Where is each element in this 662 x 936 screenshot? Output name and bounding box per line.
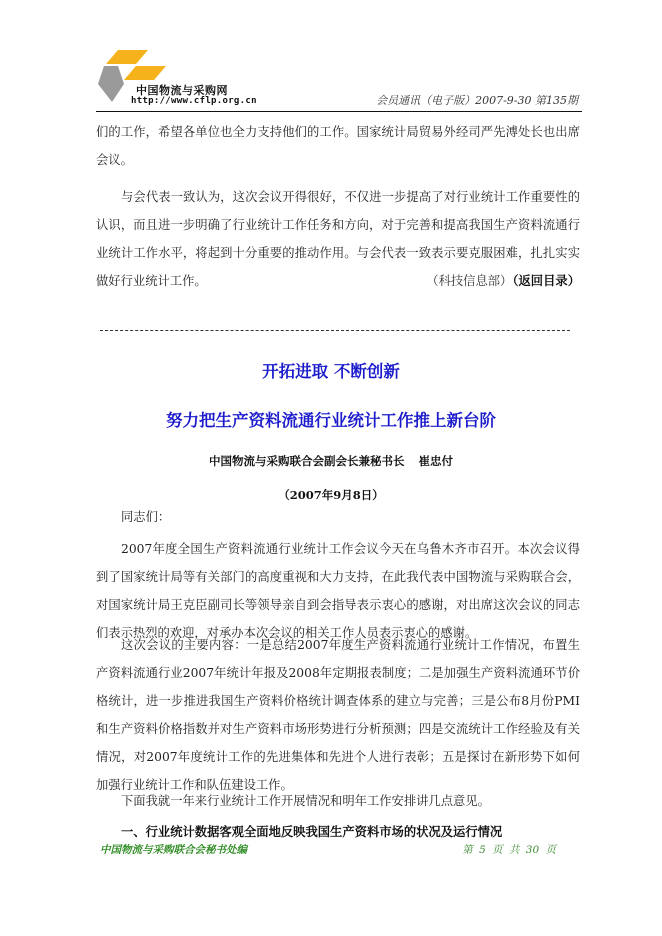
article-divider bbox=[100, 330, 570, 331]
previous-article-text bbox=[96, 118, 580, 174]
paragraph: 同志们： bbox=[121, 510, 171, 524]
logo-title: 中国物流与采购网 bbox=[136, 84, 228, 97]
author-line bbox=[0, 453, 662, 469]
article-paragraph-2 bbox=[96, 631, 580, 799]
paragraph: 与会代表一致认为，这次会议开得很好，不仅进一步提高了对行业统计工作重要性的认识，而且进一步明确了行业统计工作任务和方向，对于完善和提高我国生产资料流通行业统计工作水平，将起到十分重要的推动作用。与会代表一致表示要克服困难，扎扎实实做好行业统计工作。 bbox=[96, 190, 580, 288]
salutation bbox=[96, 506, 580, 528]
paragraph: 这次会议的主要内容：一是总结2007年度生产资料流通行业统计工作情况，布置生产资料流通行业2007年统计年报及2008年定期报表制度；二是加强生产资料流通环节价格统计，进一步推进我国生产资料价格统计调查体系的建立与完善；三是公布8月份PMI和生产资料价格指数并对生产资料市场形势进行分析预测；四是交流统计工作经验及有关情况，对2007年度统计工作的先进集体和先进个人进行表彰；五是探讨在新形势下如何加强行业统计工作和队伍建设工作。 bbox=[96, 638, 580, 792]
section-heading: 一、行业统计数据客观全面地反映我国生产资料市场的状况及运行情况 bbox=[121, 825, 503, 839]
article-date: （2007年9月8日） bbox=[278, 488, 384, 502]
back-to-contents-link[interactable]: （返回目录） bbox=[512, 274, 580, 288]
article-title: 开拓进取 不断创新 bbox=[262, 362, 400, 381]
author-name: 崔忠付 bbox=[418, 454, 453, 468]
logo-url[interactable]: http://www.cflp.org.cn bbox=[131, 96, 257, 106]
article-paragraph-3 bbox=[96, 790, 580, 812]
article-subtitle: 努力把生产资料流通行业统计工作推上新台阶 bbox=[166, 411, 496, 430]
paragraph: 们的工作，希望各单位也全力支持他们的工作。国家统计局贸易外经司严先溥处长也出席会议。 bbox=[96, 125, 580, 167]
header-divider bbox=[96, 111, 582, 112]
issue-info: 会员通讯（电子版）2007-9-30 第135期 bbox=[376, 94, 578, 107]
page-header bbox=[96, 50, 578, 112]
paragraph: 下面我就一年来行业统计工作开展情况和明年工作安排讲几点意见。 bbox=[121, 794, 490, 808]
department-label: （科技信息部） bbox=[426, 274, 513, 288]
paragraph: 2007年度全国生产资料流通行业统计工作会议今天在乌鲁木齐市召开。本次会议得到了国家统计局等有关部门的高度重视和大力支持，在此我代表中国物流与采购联合会，对国家统计局王克臣副司长等领导亲自到会指导表示衷心的感谢，对出席这次会议的同志们表示热烈的欢迎，对承办本次会议的相关工作人员表示衷心的感谢。 bbox=[96, 542, 580, 640]
footer-page-info: 第 5 页 共 30 页 bbox=[462, 844, 556, 856]
author-title: 中国物流与采购联合会副会长兼秘书长 bbox=[209, 454, 405, 468]
footer-publisher: 中国物流与采购联合会秘书处编 bbox=[100, 844, 247, 856]
